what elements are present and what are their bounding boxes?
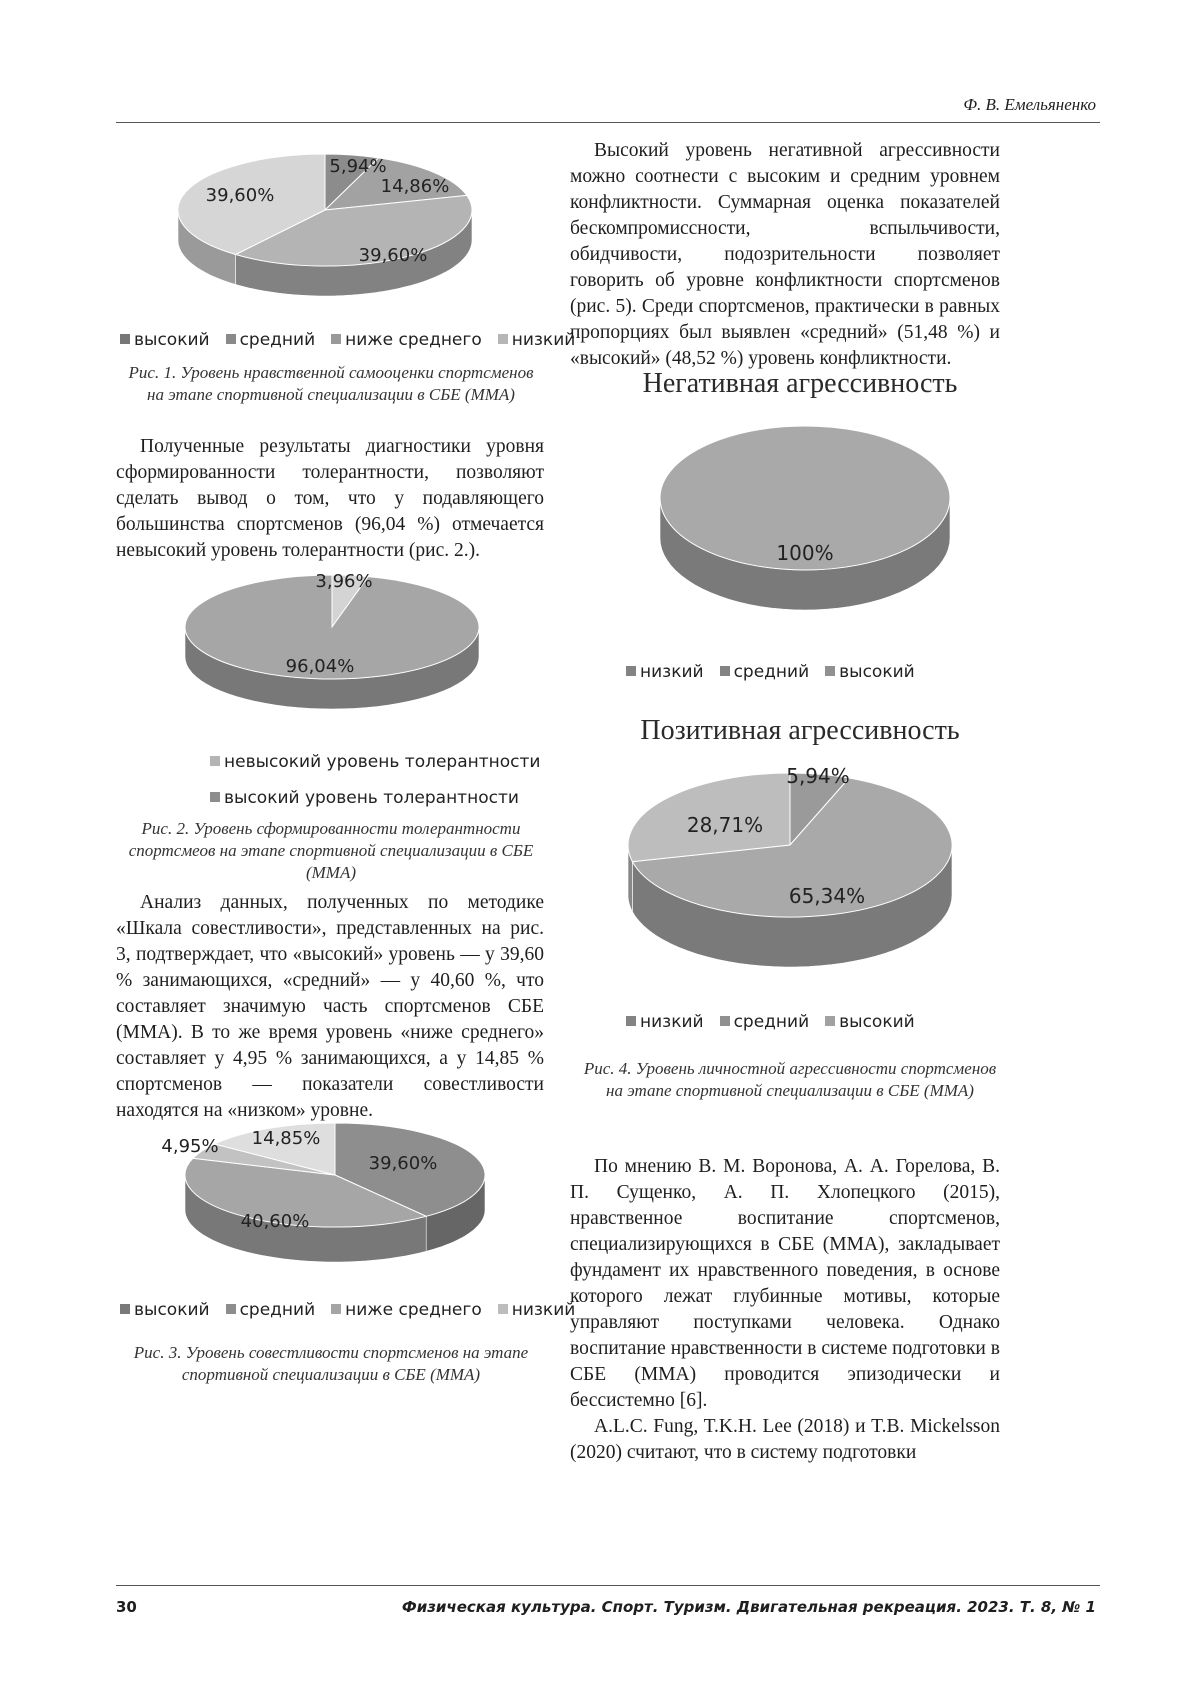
legend-entry-2 bbox=[331, 330, 482, 350]
figure-2-caption: Рис. 2. Уровень сформированности толерантности спортсмеов на этапе спортивной специализации в СБЕ (ММА) bbox=[128, 819, 534, 882]
left-paragraph-1-text: Полученные результаты диагностики уровня сформированности толерантности, позволяют сделать вывод о том, что у подавляющего большинства спортсменов (96,04 %) отмечается невысокий уровень толерантности (рис. 2.). bbox=[116, 436, 544, 561]
chart-5-title: Позитивная агрессивность bbox=[640, 715, 960, 746]
running-header-author: Ф. В. Емельяненко bbox=[963, 95, 1096, 114]
pie-data-label-1: 40,60% bbox=[240, 1211, 310, 1232]
legend-chart-2 bbox=[210, 744, 556, 816]
legend-chart-4 bbox=[626, 662, 931, 682]
journal-title: Физическая культура. Спорт. Туризм. Двигательная рекреация. 2023. Т. 8, № 1 bbox=[401, 1598, 1096, 1616]
legend-swatch bbox=[498, 1304, 508, 1314]
legend-entry-3 bbox=[498, 1300, 576, 1320]
legend-entry-0 bbox=[626, 662, 704, 682]
legend-label: средний bbox=[239, 330, 316, 350]
legend-entry-1 bbox=[226, 330, 316, 350]
legend-label: высокий bbox=[839, 662, 915, 682]
legend-entry-3 bbox=[498, 330, 576, 350]
legend-swatch bbox=[825, 1016, 835, 1026]
legend-label: средний bbox=[239, 1300, 316, 1320]
pie-data-label-0: 5,94% bbox=[329, 156, 387, 177]
right-paragraph-1 bbox=[570, 138, 1000, 372]
legend-entry-1 bbox=[226, 1300, 316, 1320]
legend-entry-0 bbox=[626, 1012, 704, 1032]
pie-data-label-1: 14,86% bbox=[380, 176, 450, 197]
pie-chart-5 bbox=[610, 760, 970, 990]
legend-label: невысокий уровень толерантности bbox=[224, 752, 541, 772]
legend-entry-2 bbox=[331, 1300, 482, 1320]
page-number: 30 bbox=[116, 1598, 137, 1616]
legend-label: низкий bbox=[640, 1012, 704, 1032]
legend-label: высокий bbox=[134, 330, 210, 350]
pie-chart-1 bbox=[150, 140, 550, 340]
legend-swatch bbox=[626, 1016, 636, 1026]
pie-data-label-2: 100% bbox=[776, 541, 834, 565]
legend-label: низкий bbox=[640, 662, 704, 682]
left-paragraph-1 bbox=[116, 434, 544, 564]
legend-chart-1 bbox=[120, 330, 591, 350]
pie-chart-4 bbox=[640, 420, 970, 620]
legend-swatch bbox=[498, 334, 508, 344]
pie-chart-2 bbox=[160, 560, 540, 740]
pie-data-label-2: 39,60% bbox=[358, 245, 428, 266]
pie-chart-3 bbox=[150, 1115, 550, 1300]
pie-data-label-1: 65,34% bbox=[788, 884, 866, 908]
legend-swatch bbox=[331, 1304, 341, 1314]
legend-entry-1 bbox=[720, 1012, 810, 1032]
legend-entry-2 bbox=[825, 662, 915, 682]
pie-data-label-2: 4,95% bbox=[161, 1136, 219, 1157]
legend-swatch bbox=[331, 334, 341, 344]
legend-label: низкий bbox=[511, 330, 576, 350]
legend-entry-0 bbox=[120, 1300, 210, 1320]
pie-data-label-0: 3,96% bbox=[315, 571, 373, 592]
legend-chart-5 bbox=[626, 1012, 931, 1032]
legend-swatch bbox=[120, 1304, 130, 1314]
legend-swatch bbox=[720, 1016, 730, 1026]
chart-4-title: Негативная агрессивность bbox=[642, 368, 958, 399]
pie-data-label-0: 39,60% bbox=[368, 1153, 438, 1174]
left-paragraph-2 bbox=[116, 890, 544, 1124]
right-paragraph-2-text: По мнению В. М. Воронова, А. А. Горелова, В. П. Сущенко, А. П. Хлопецкого (2015), нравственное воспитание спортсменов, специализирующихся в СБЕ (ММА), закладывает фундамент их нравственного поведения, в основе которого лежат глубинные мотивы, которые управляют поступками человека. Однако воспитание нравственности в системе подготовки в СБЕ (ММА) проводится эпизодически и бессистемно [6]. bbox=[570, 1156, 1000, 1411]
pie-data-label-1: 96,04% bbox=[285, 656, 355, 677]
pie-data-label-3: 14,85% bbox=[251, 1128, 321, 1149]
legend-label: высокий bbox=[839, 1012, 915, 1032]
legend-chart-3 bbox=[120, 1300, 591, 1320]
figure-1-caption: Рис. 1. Уровень нравственной самооценки спортсменов на этапе спортивной специализации в СБЕ (ММА) bbox=[128, 363, 534, 404]
legend-swatch bbox=[626, 666, 636, 676]
legend-label: средний bbox=[733, 662, 810, 682]
figure-3-caption: Рис. 3. Уровень совестливости спортсменов на этапе спортивной специализации в СБЕ (ММА) bbox=[133, 1343, 529, 1384]
pie-data-label-0: 5,94% bbox=[786, 764, 850, 788]
legend-swatch bbox=[825, 666, 835, 676]
legend-entry-2 bbox=[825, 1012, 915, 1032]
legend-swatch bbox=[210, 792, 220, 802]
legend-entry-0 bbox=[120, 330, 210, 350]
legend-label: ниже среднего bbox=[345, 330, 482, 350]
pie-data-label-2: 28,71% bbox=[686, 813, 764, 837]
legend-label: низкий bbox=[511, 1300, 576, 1320]
footer-rule bbox=[116, 1585, 1100, 1586]
legend-swatch bbox=[226, 334, 236, 344]
header-rule bbox=[116, 122, 1100, 123]
right-paragraph-3-text: A.L.C. Fung, T.K.H. Lee (2018) и T.B. Mickelsson (2020) считают, что в систему подготовки bbox=[570, 1416, 1000, 1463]
right-paragraph-2 bbox=[570, 1154, 1000, 1466]
legend-swatch bbox=[226, 1304, 236, 1314]
legend-entry-0 bbox=[210, 752, 540, 772]
legend-label: высокий уровень толерантности bbox=[224, 788, 519, 808]
legend-swatch bbox=[120, 334, 130, 344]
legend-entry-1 bbox=[210, 788, 519, 808]
pie-data-label-3: 39,60% bbox=[205, 185, 275, 206]
figure-4-caption: Рис. 4. Уровень личностной агрессивности спортсменов на этапе спортивной специализации в СБЕ (ММА) bbox=[583, 1059, 997, 1100]
legend-label: ниже среднего bbox=[345, 1300, 482, 1320]
legend-label: средний bbox=[733, 1012, 810, 1032]
left-paragraph-2-text: Анализ данных, полученных по методике «Шкала совестливости», представленных на рис. 3, подтверждает, что «высокий» уровень — у 39,60 % занимающихся, «средний» — у 40,60 %, что составляет значимую часть спортсменов СБЕ (ММА). В то же время уровень «ниже среднего» составляет у 4,95 % занимающихся, а у 14,85 % спортсменов — показатели совестливости находятся на «низком» уровне. bbox=[116, 892, 544, 1121]
legend-swatch bbox=[720, 666, 730, 676]
legend-swatch bbox=[210, 756, 220, 766]
right-paragraph-1-text: Высокий уровень негативной агрессивности можно соотнести с высоким и средним уровнем конфликтности. Суммарная оценка показателей бескомпромиссности, вспыльчивости, обидчивости, подозрительности позволяет говорить об уровне конфликтности спортсменов (рис. 5). Среди спортсменов, практически в равных пропорциях был выявлен «средний» (51,48 %) и «высокий» (48,52 %) уровень конфликтности. bbox=[570, 140, 1000, 369]
legend-entry-1 bbox=[720, 662, 810, 682]
legend-label: высокий bbox=[134, 1300, 210, 1320]
